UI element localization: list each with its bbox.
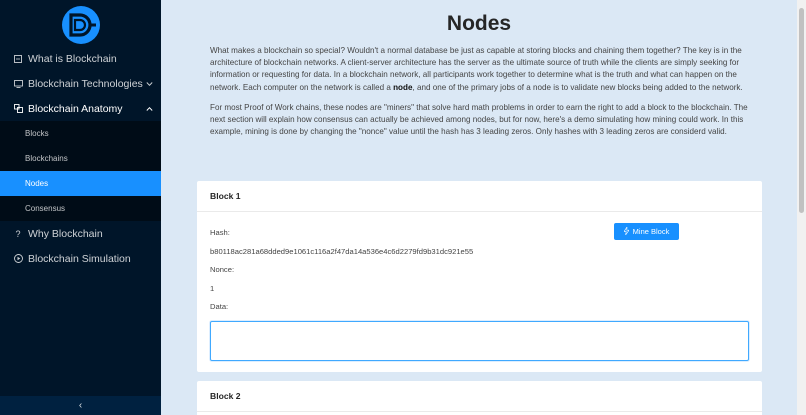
lightning-icon — [624, 227, 629, 237]
block-card-title: Block 2 — [197, 381, 762, 412]
logo[interactable] — [0, 0, 161, 46]
sidebar-item-blockchain-technologies[interactable] — [0, 71, 161, 96]
sidebar-item-label: What is Blockchain — [28, 52, 117, 65]
scrollbar-thumb[interactable] — [799, 8, 804, 213]
sidebar-subitem-consensus[interactable]: Consensus — [25, 204, 66, 213]
intro-text-b: , and one of the primary jobs of a node is to validate new blocks being added to the network. — [412, 82, 743, 92]
hash-value: b80118ac281a68dded9e1061c116a2f47da14a536e4c6d2279fd9b31dc921e55 — [210, 246, 474, 256]
sidebar-subitem-nodes[interactable]: Nodes — [0, 171, 161, 196]
nonce-label: Nonce: — [210, 265, 235, 275]
sidebar-menu — [0, 46, 161, 121]
nonce-value: 1 — [210, 283, 215, 293]
mine-block-button[interactable] — [614, 223, 679, 240]
block-card-title: Block 1 — [197, 181, 762, 212]
sidebar-submenu-anatomy — [0, 121, 161, 221]
monitor-icon — [12, 80, 24, 88]
sidebar-item-why-blockchain[interactable] — [0, 221, 161, 246]
sidebar-item-what-is-blockchain[interactable] — [0, 46, 161, 71]
chevron-up-icon — [146, 104, 153, 113]
block-card-2 — [197, 381, 762, 415]
sidebar-subitem-blockchains[interactable]: Blockchains — [25, 154, 68, 163]
chevron-down-icon — [146, 79, 153, 88]
sidebar-menu-lower — [0, 221, 161, 271]
main-content — [161, 0, 797, 415]
page-title: Nodes — [446, 12, 512, 35]
chevron-left-icon: ‹ — [78, 400, 83, 411]
hash-label: Hash: — [210, 228, 230, 237]
intro-paragraph — [210, 45, 761, 94]
sidebar-subitem-blocks[interactable]: Blocks — [25, 129, 49, 138]
question-icon: ? — [15, 228, 21, 239]
intro-text-bold: node — [393, 82, 413, 92]
pow-paragraph: For most Proof of Work chains, these nodes are "miners" that solve hard math problems in order to earn the right to add a block to the blockchain. The next section will explain how consensus can actually be achieved among nodes, but for now, here's a demo simulating how mining could work. In this example, mining is done by changing the "nonce" value until the hash has 3 leading zeros. Only hashes with 3 leading zeros are considerd valid. — [210, 102, 748, 137]
sidebar-item-label: Blockchain Technologies — [28, 77, 143, 90]
data-label: Data: — [210, 302, 229, 312]
data-input[interactable] — [210, 321, 749, 361]
play-circle-icon — [12, 254, 24, 263]
sidebar-collapse-button[interactable] — [0, 396, 161, 415]
square-icon — [12, 55, 24, 63]
block-card-1 — [197, 181, 762, 372]
sidebar-item-blockchain-anatomy[interactable] — [0, 96, 161, 121]
stylized-d-logo-icon — [61, 5, 101, 45]
blocks-icon — [12, 104, 24, 113]
block-card-body — [197, 212, 762, 361]
sidebar-item-label: Blockchain Anatomy — [28, 102, 123, 115]
sidebar-item-blockchain-simulation[interactable] — [0, 246, 161, 271]
page-scrollbar[interactable] — [797, 0, 806, 415]
mine-block-label: Mine Block — [632, 227, 670, 236]
sidebar-item-label: Why Blockchain — [28, 227, 103, 240]
sidebar — [0, 0, 161, 415]
intro-text-a: What makes a blockchain so special? Wouldn't a normal database be just as capable at storing blocks and chaining them together? The key is in the architecture of blockchain networks. A client-server architecture has the server as the ultimate source of truth while the clients are simply seeking for information or requesting for data. In a blockchain network, all participants work together to determine what is the truth and what can happen on the network. Each computer on the network is called a — [210, 46, 742, 92]
sidebar-item-label: Blockchain Simulation — [28, 252, 131, 265]
